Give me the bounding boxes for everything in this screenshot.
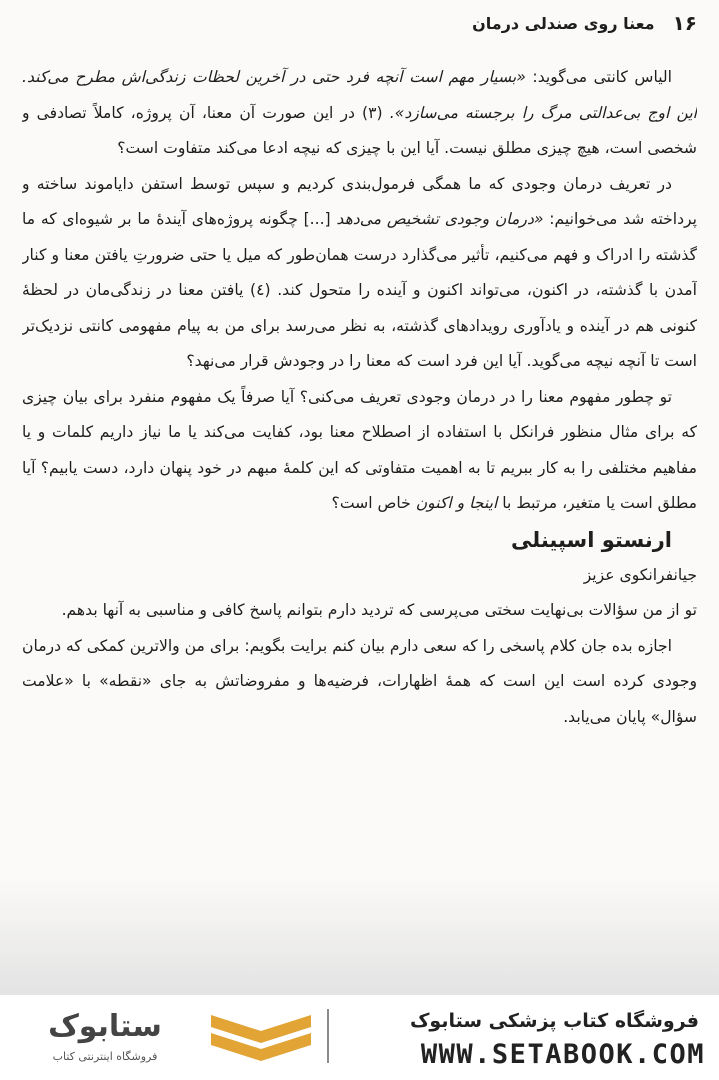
paragraph-2 [22,167,697,380]
store-url[interactable]: WWW.SETABOOK.COM [420,1039,705,1070]
here-and-now-emphasis: اینجا و اکنون [415,494,498,512]
paragraph-1-rest: (۳) در این صورت آن معنا، آن پروژه، کاملاً تصادفی و شخصی است، هیچ چیزی مطلق نیست. آیا این با چیزی که نیچه ادعا می‌کند متفاوت است؟ [22,103,697,157]
logo-tagline: فروشگاه اینترنتی کتاب [52,1050,158,1063]
page-header [22,8,697,38]
paragraph-4: تو از من سؤالات بی‌نهایت سختی می‌پرسی که تردید دارم بتوانم پاسخ کافی و مناسبی به آنها بدهم. [61,601,697,619]
body-text [22,60,697,995]
logo-wordmark: ستابوک [48,1009,162,1044]
section-heading: ارنستو اسپینلی [511,527,672,552]
definition-quote: «درمان وجودی تشخیص می‌دهد [336,210,544,228]
paragraph-2-lead: در تعریف درمان وجودی که ما همگی فرمول‌بندی کردیم و سپس توسط استفن دایاموند ساخته و پرداخته شد می‌خوانیم: [22,174,697,228]
page-number: ۱۶ [672,11,697,35]
canetti-quote: «بسیار مهم است آنچه فرد حتی در آخرین لحظات زندگی‌اش مطرح می‌کند. این اوج بی‌عدالتی مرگ را برجسته می‌سازد». [22,68,697,122]
footer-banner [0,994,719,1080]
paragraph-1 [22,60,697,167]
running-title: معنا روی صندلی درمان [472,13,655,33]
paragraph-2-rest: [...] چگونه پروژه‌های آیندهٔ ما بر شیوه‌ای که ما گذشته را ادراک و فهم می‌کنیم، تأثیر می‌گذارد درست همان‌طور که میل یا حتی ضرورتِ یافتن معنا و کنار آمدن با گذشته، در اکنون، می‌تواند اکنون و آینده را متحول کند. (٤) یافتن معنا در زندگی‌مان در لحظهٔ کنونی هم در آینده و یادآوری رویدادهای گذشته، به نظر می‌رسد برای من به پیام مفهومی کانتی نزدیک‌تر است تا آنچه نیچه می‌گوید. آیا این فرد است که معنا را در وجودش قرار می‌نهد؟ [22,210,697,370]
chevron-logo-icon [205,1011,317,1065]
footer-divider [327,1009,329,1063]
paragraph-1-lead: الیاس کانتی می‌گوید: [525,68,672,86]
salutation: جیانفرانکوی عزیز [583,565,697,584]
paragraph-3-lead: تو چطور مفهوم معنا را در درمان وجودی تعریف می‌کنی؟ آیا صرفاً یک مفهوم منفرد برای بیان چیزی که برای مثال منظور فرانکل با استفاده از اصطلاح معنا بود، کفایت می‌کند یا ما نیاز داریم کلمات و یا مفاهیم مختلفی را به کار ببریم تا به اهمیت متفاوتی که این کلمهٔ مبهم در خود پنهان دارد، دست یابیم؟ آیا مطلق است یا متغیر، مرتبط با [22,387,697,512]
store-name: فروشگاه کتاب پزشکی ستابوک [409,1010,699,1032]
paragraph-3 [22,380,697,522]
paragraph-3-rest: خاص است؟ [331,494,416,512]
paragraph-5: اجازه بده جان کلام پاسخی را که سعی دارم بیان کنم برایت بگویم: برای من والاترین کمکی که درمان وجودی کرده است این است که همهٔ اظهارات، فرضیه‌ها و مفروضاتش به جای «نقطه» با «علامت سؤال» پایان می‌یابد. [22,636,697,726]
